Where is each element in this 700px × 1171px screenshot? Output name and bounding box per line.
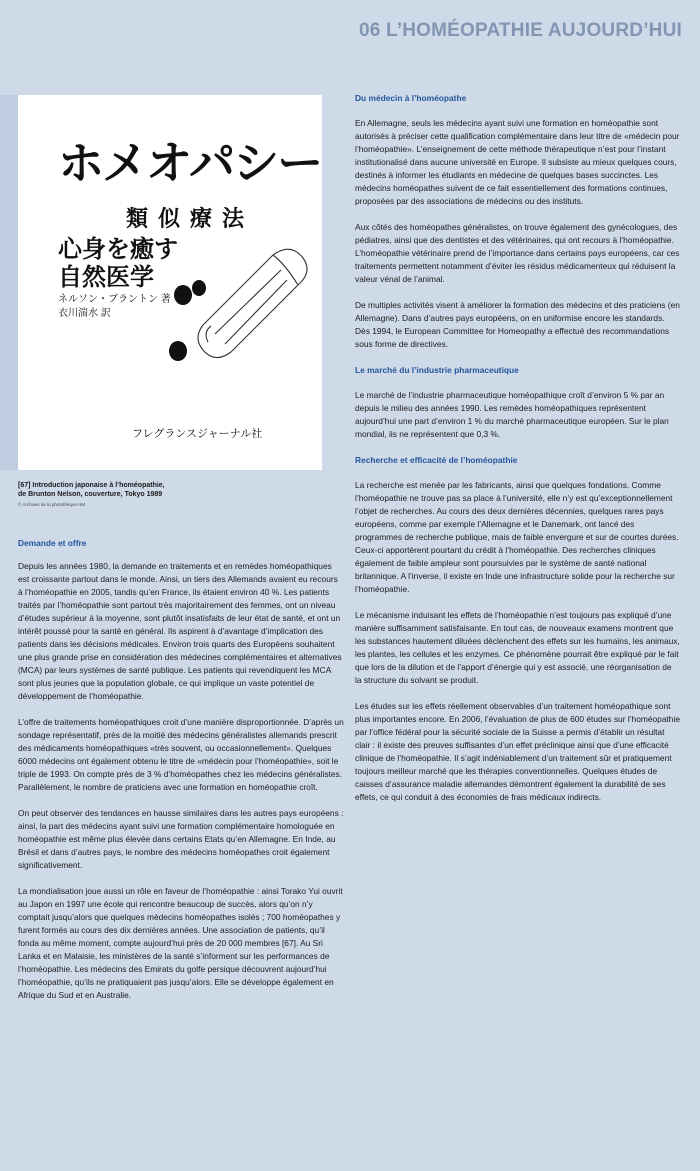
- cover-author-line-1: ネルソン・ブラントン 著: [58, 294, 171, 305]
- cover-subtitle: 類似療法: [126, 206, 255, 232]
- paragraph: En Allemagne, seuls les médecins ayant suivi une formation en homéopathie sont autorisés à préciser cette qualification complémentaire dans leur titre de «médecin pour l’homéopathie». L’enseignement de cette méthode thérapeutique n’est pour l’instant institutionalisé dans aucune université en Europe. Il subsiste au mieux quelques cours, destinés à informer les étudiants en médecine de quelques bases succinctes. Les médecins homéopathes suivent de ce fait essentiellement des formations continues, proposées par des associations de médecins ou des instituts.: [355, 118, 680, 206]
- paragraph: L’offre de traitements homéopathiques croit d’une manière disproportionnée. D’après un sondage représentatif, près de la moitié des médecins généralistes allemands prescrit des médicaments homéopathiques «très souvent, ou occasionnellement». Quelques 6000 médecins ont également obtenu le titre de «médecin pour l’homéopathie», soit le triple de 1993. On compte près de 3 % d’homéopathes chez les médecins généralistes. Parallèlement, le nombre de praticiens avec une formation en homéopathie croît.: [18, 717, 344, 792]
- paragraph: De multiples activités visent à améliorer la formation des médecins et des praticiens (en Allemagne). Dans d’autres pays européens, on en uniformise encore les standards. Dès 1994, le European Committee for Homeopathy a effectué des recommandations sous forme de directives.: [355, 300, 680, 349]
- book-cover-image: [18, 95, 322, 470]
- globule-3: [169, 341, 187, 361]
- caption-line-2: de Brunton Nelson, couverture, Tokyo 1989: [18, 491, 163, 498]
- paragraph: Aux côtés des homéopathes généralistes, on trouve également des gynécologues, des pédiatres, ainsi que des dentistes et des vétérinaires, qui ont recours à l’homéopathie. L’homéopathie vétérinaire prend de l’importance dans certains pays européens, car ces traitements permettent notamment d’éviter les résidus médicamenteux qui réduisent la valeur vénal de l’animal.: [355, 222, 680, 284]
- chapter-title: 06 L’HOMÉOPATHIE AUJOURD’HUI: [358, 20, 682, 41]
- paragraph: La recherche est menée par les fabricants, ainsi que quelques fondations. Comme l’homéopathie ne trouve pas sa place à l’université, elle n’y est qu’exceptionnellement l’objet de recherches. Au cours des deux dernières décennies, quelques rares pays européens, comme par exemple l’Allemagne et le Danemark, ont lancé des programmes de recherche publique, mais de faible envergure et sur de courtes durées. Ceux-ci apportèrent pourtant du crédit à l’homéopathie. Des recherches cliniques également de faible ampleur sont poursuivies par le système de santé national britannique. A l’inverse, il existe en Inde une infrastructure solide pour la recherche sur l’homéopathie.: [355, 480, 679, 594]
- paragraph: Le mécanisme induisant les effets de l’homéopathie n’est toujours pas expliqué d’une manière suffisamment satisfaisante. En tout cas, de nouveaux examens montrent que les substances hautement diluées déclenchent des effets sur les humains, les animaux, les plantes, les cellules et les enzymes. Ce phénomène pourrait être expliqué par le fait que lors de la dilution et de l’apport d’énergie qui y est associé, une réorganisation de la structure du solvant se produit.: [355, 610, 680, 685]
- cover-publisher: フレグランスジャーナル社: [132, 428, 263, 440]
- cover-author-line-2: 衣川湍水 訳: [58, 308, 111, 319]
- page-header: [0, 0, 700, 62]
- figure-caption: [18, 481, 318, 509]
- cover-title: ホメオパシー: [58, 136, 322, 190]
- cover-tagline-line-1: 心身を癒す: [58, 234, 178, 263]
- right-column: [355, 92, 680, 817]
- left-column: [18, 537, 344, 1015]
- globule-1: [174, 285, 192, 305]
- section-heading-marche: Le marché du l’industrie pharmaceutique: [355, 365, 519, 375]
- caption-credit: © Archives de la photothèque HM: [18, 502, 86, 507]
- paragraph: Depuis les années 1980, la demande en traitements et en remèdes homéopathiques est croissante partout dans le monde. Ainsi, un tiers des Allemands avaient eu recours à l’homéopathie en 2005, tandis qu’en France, ils étaient environ 40 %. Les patients traités par l’homéopathie sont partout très majoritairement des femmes, ont un niveau d’études supérieur à la moyenne, sont plutôt insatisfaits de leur état de santé, et ont un intérêt poussé pour la santé en général. Ils aspirent à d’avantage d’implication des patients dans les décisions médicales. Environ trois quarts des Européens souhaitent une plus grande prise en considération des médecines complémentaires et alternatives (MCA) par leurs systèmes de santé publique. Les patients qui revendiquent les MCA sont plus jeunes que la population globale, ce qui implique un vaste potentiel de développement de l’homéopathie.: [18, 561, 342, 701]
- caption-line-1: [67] Introduction japonaise à l’homéopathie,: [18, 482, 165, 489]
- cover-tagline: [58, 235, 178, 291]
- cover-tagline-line-2: 自然医学: [58, 262, 154, 291]
- section-heading-demande: Demande et offre: [18, 538, 87, 548]
- paragraph: On peut observer des tendances en hausse similaires dans les autres pays européens : ainsi, la part des médecins ayant suivi une formation complémentaire homologuée en homéopathie est même plus élevée dans certains Etats qu’en Allemagne. En Inde, au Brésil et dans d’autres pays, le nombre des médecins homéopathes croit également significativement.: [18, 808, 344, 870]
- paragraph: Les études sur les effets réellement observables d’un traitement homéopathique sont plus importantes encore. En 2006, l’évaluation de plus de 600 études sur l’homéopathie par l’office fédéral pour la sécurité sociale de la Suisse a permis d’établir un résultat clair : il existe des preuves suffisantes d’un effet préclinique ainsi que d’une efficacité clinique de l’homéopathie. Il s’agit indéniablement d’un traitement sûr et pratiquement toujours meilleur marché que les thérapies conventionnelles. Quelques études de caisses d’assurance maladie allemandes démontrent également la durabilité de ses effets, ce qui conduit à des économies de frais médicaux indirects.: [355, 701, 680, 802]
- decorative-strip: [0, 95, 18, 470]
- section-heading-recherche: Recherche et efficacité de l’homéopathie: [355, 455, 518, 465]
- paragraph: Le marché de l’industrie pharmaceutique homéopathique croît d’environ 5 % par an depuis le milieu des années 1990. Les remèdes homéopathiques représentent aujourd’hui une part d’environ 1 % du marché pharmaceutique européen. Sur le plan mondial, ils ne représentent que 0,3 %.: [355, 390, 669, 439]
- glass-vial-illustration: [163, 230, 318, 380]
- globule-2: [192, 280, 206, 296]
- section-heading-medecin: Du médecin à l’homéopathe: [355, 93, 467, 103]
- paragraph: La mondialisation joue aussi un rôle en faveur de l’homéopathie : ainsi Torako Yui ouvrit au Japon en 1997 une école qui rencontre beaucoup de succès, alors qu’on n’y comptait jusqu’alors que quelques médecins homéopathes isolés ; 700 homéopathes y furent formés au cours des dix dernières années. Une association de patients, qu’il fonda au même moment, compte aujourd’hui près de 20 000 membres [67]. Au Sri Lanka et en Malaisie, les ministères de la santé s’informent sur les performances de l’homéopathie. Les médecins des Emirats du golfe persique découvrent aujourd’hui l’homéopathie, qu’ils ne pratiquaient pas jusqu’alors. Elle se développe également en Afrique du Sud et en Australie.: [18, 886, 343, 1000]
- cover-author: [58, 293, 171, 321]
